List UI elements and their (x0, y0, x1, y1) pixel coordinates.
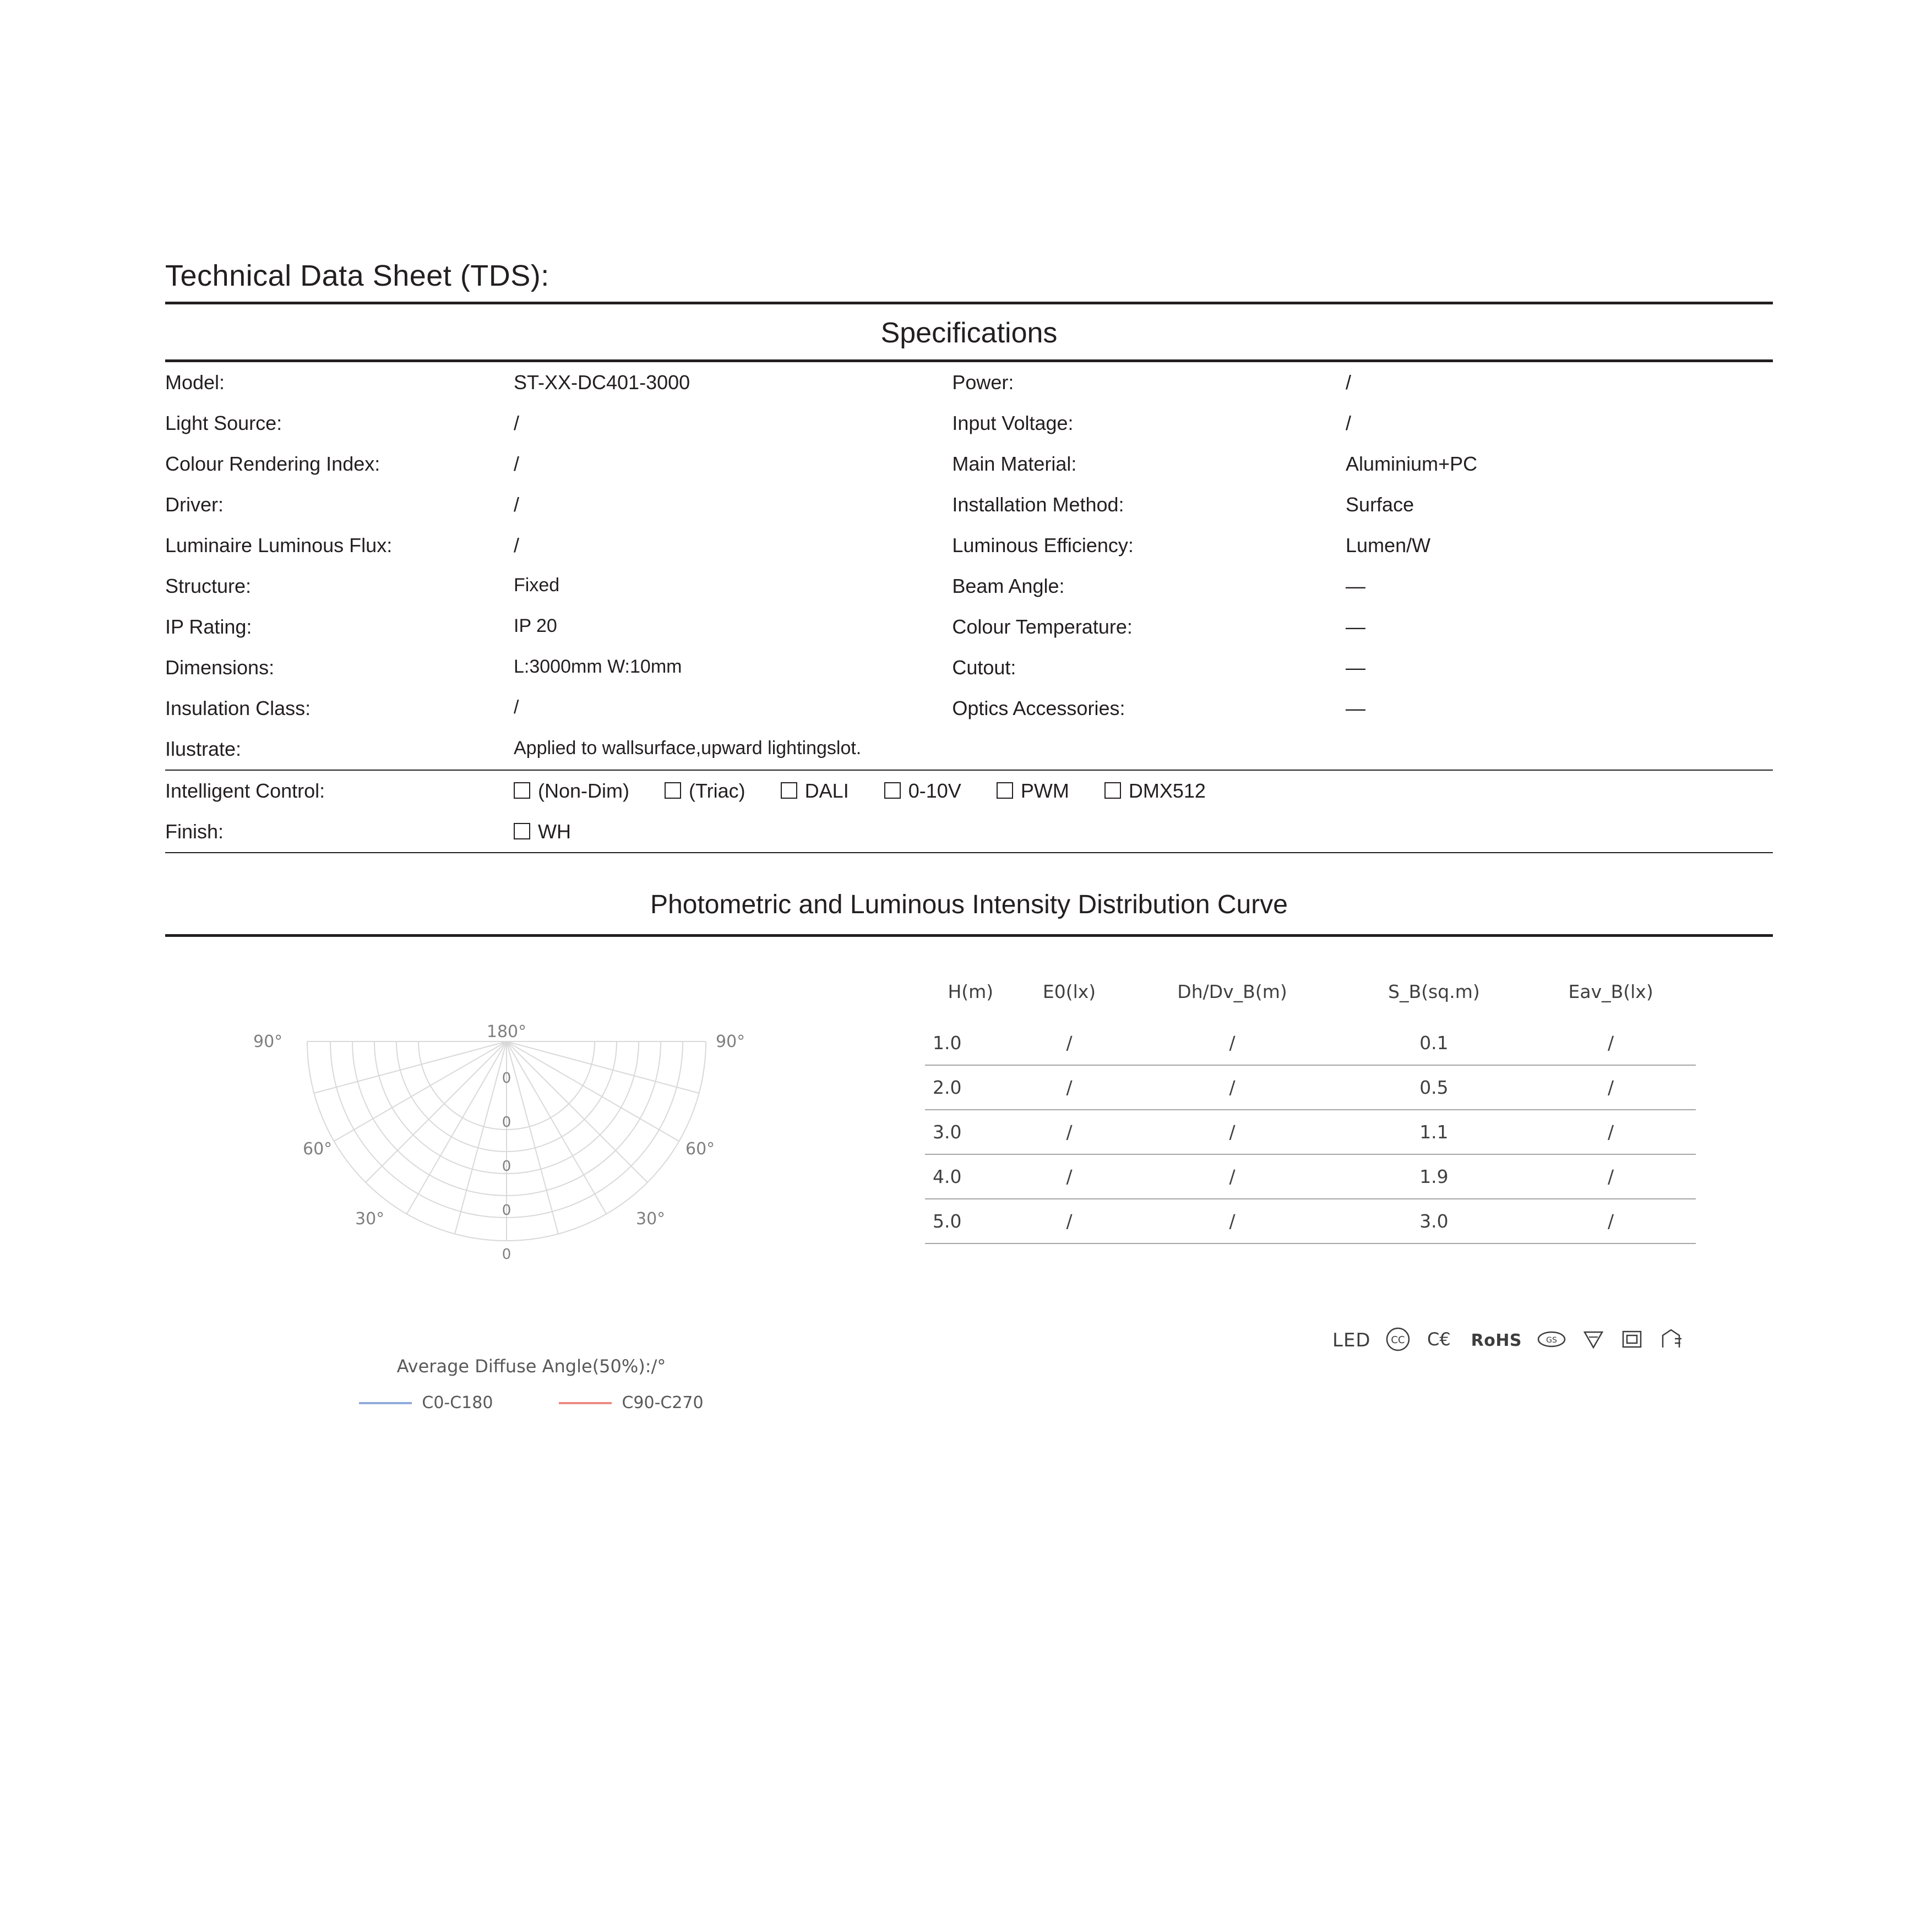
column-header-s-b: S_B(sq.m) (1388, 981, 1480, 1002)
cell-eavb: / (1526, 1021, 1696, 1065)
radial-tick-label: 0 (502, 1114, 511, 1131)
checkbox-dmx512[interactable] (1104, 779, 1206, 803)
intelligent-control-label: Intelligent Control: (165, 770, 514, 811)
angle-label-right-60: 60° (685, 1139, 715, 1159)
table-row (165, 688, 1773, 729)
checkbox-icon[interactable] (884, 782, 901, 799)
angle-label-right-30: 30° (636, 1209, 666, 1229)
cell-h: 1.0 (925, 1021, 1016, 1065)
checkbox-icon[interactable] (1104, 782, 1121, 799)
finish-row (165, 811, 1773, 852)
svg-text:CC: CC (1391, 1334, 1405, 1346)
spec-label: IP Rating: (165, 615, 252, 638)
spec-value: — (1346, 697, 1366, 719)
checkbox-icon[interactable] (514, 823, 530, 839)
table-row (925, 1021, 1696, 1065)
cell-sb: 0.5 (1342, 1065, 1526, 1110)
cell-h: 5.0 (925, 1199, 1016, 1243)
polar-diagram (165, 975, 897, 1412)
spec-label: Colour Temperature: (952, 615, 1133, 638)
legend-item-c90-c270 (559, 1393, 703, 1412)
cell-dhdv: / (1122, 1110, 1342, 1154)
spec-label: Input Voltage: (952, 412, 1074, 434)
cell-h: 2.0 (925, 1065, 1016, 1110)
svg-text:GS: GS (1546, 1336, 1557, 1345)
cell-eavb: / (1526, 1154, 1696, 1199)
checkbox-label: WH (538, 820, 571, 843)
spec-label: Driver: (165, 493, 224, 516)
angle-label-right-90: 90° (716, 1032, 745, 1051)
checkbox-icon[interactable] (665, 782, 681, 799)
checkbox-label: DMX512 (1128, 779, 1206, 802)
vde-icon (1581, 1327, 1606, 1354)
photometric-table (925, 981, 1696, 1244)
photometric-divider (165, 934, 1773, 937)
spec-label: Light Source: (165, 412, 282, 434)
cell-e0: / (1016, 1110, 1123, 1154)
checkbox-triac[interactable] (665, 779, 745, 803)
photometric-body (165, 975, 1773, 1412)
spec-label: Optics Accessories: (952, 697, 1125, 719)
spec-label: Installation Method: (952, 493, 1124, 516)
illustrate-value: Applied to wallsurface,upward lightingslot. (514, 738, 862, 759)
spec-value: / (514, 452, 520, 475)
checkbox-icon[interactable] (781, 782, 797, 799)
eac-icon (1536, 1327, 1567, 1354)
spec-label: Structure: (165, 575, 252, 597)
spec-value: / (514, 412, 520, 434)
table-row (165, 647, 1773, 688)
cell-sb: 3.0 (1342, 1199, 1526, 1243)
cell-dhdv: / (1122, 1021, 1342, 1065)
ce-icon (1425, 1327, 1457, 1354)
spec-label: Main Material: (952, 452, 1077, 475)
spec-value: IP 20 (514, 615, 557, 636)
cell-eavb: / (1526, 1110, 1696, 1154)
spec-label: Beam Angle: (952, 575, 1065, 597)
table-row (165, 403, 1773, 444)
cell-h: 4.0 (925, 1154, 1016, 1199)
spec-value: Fixed (514, 575, 560, 596)
checkbox-label: PWM (1020, 779, 1069, 802)
cell-eavb: / (1526, 1065, 1696, 1110)
polar-top-label: 180° (486, 1022, 527, 1041)
checkbox-label: DALI (804, 779, 849, 802)
spec-label: Cutout: (952, 656, 1016, 679)
spec-value: / (514, 697, 519, 718)
spec-value: / (1346, 371, 1352, 394)
spec-label: Insulation Class: (165, 697, 311, 719)
table-row (165, 362, 1773, 403)
finish-options (514, 811, 1773, 852)
checkbox-wh[interactable] (514, 820, 571, 843)
cell-sb: 0.1 (1342, 1021, 1526, 1065)
spec-label: Luminaire Luminous Flux: (165, 534, 393, 557)
spec-value: — (1346, 656, 1366, 679)
radial-tick-label: 0 (502, 1246, 511, 1263)
checkbox-0-10v[interactable] (884, 779, 961, 803)
specifications-heading: Specifications (880, 317, 1058, 349)
table-row (925, 1199, 1696, 1243)
legend-swatch-icon (559, 1402, 612, 1404)
table-row (925, 1154, 1696, 1199)
column-header-dh-dv: Dh/Dv_B(m) (1177, 981, 1287, 1002)
illustrate-label: Ilustrate: (165, 738, 242, 760)
specifications-table (165, 362, 1773, 852)
intelligent-control-options (514, 770, 1773, 811)
column-header-h: H(m) (948, 981, 994, 1002)
spec-label: Luminous Efficiency: (952, 534, 1134, 557)
spec-label: Model: (165, 371, 225, 394)
certification-marks (925, 1327, 1773, 1354)
checkbox-dali[interactable] (781, 779, 849, 803)
spec-value: L:3000mm W:10mm (514, 656, 682, 677)
illustrate-row (165, 729, 1773, 770)
table-row (925, 1110, 1696, 1154)
f-mark-icon (1658, 1327, 1684, 1354)
checkbox-label: (Triac) (689, 779, 745, 802)
cell-e0: / (1016, 1199, 1123, 1243)
checkbox-pwm[interactable] (997, 779, 1069, 803)
spec-label: Dimensions: (165, 656, 275, 679)
spec-label: Power: (952, 371, 1014, 394)
cell-e0: / (1016, 1065, 1123, 1110)
spec-value: / (514, 534, 520, 557)
radial-tick-label: 0 (502, 1158, 511, 1175)
cell-dhdv: / (1122, 1154, 1342, 1199)
spec-value: — (1346, 575, 1366, 597)
rohs-icon: RoHS (1471, 1330, 1522, 1350)
spec-value: / (1346, 412, 1352, 434)
legend-swatch-icon (359, 1402, 412, 1404)
table-row (165, 444, 1773, 484)
checkbox-label: 0-10V (908, 779, 961, 802)
column-header-eav-b: Eav_B(lx) (1568, 981, 1653, 1002)
checkbox-label: (Non-Dim) (538, 779, 629, 802)
table-row (165, 566, 1773, 607)
finish-label: Finish: (165, 820, 224, 843)
checkbox-non-dim[interactable] (514, 779, 629, 803)
legend-label: C0-C180 (422, 1393, 493, 1412)
cell-e0: / (1016, 1154, 1123, 1199)
table-row (165, 607, 1773, 647)
checkbox-icon[interactable] (997, 782, 1013, 799)
cell-dhdv: / (1122, 1065, 1342, 1110)
angle-label-left-60: 60° (303, 1139, 333, 1159)
angle-label-left-30: 30° (355, 1209, 385, 1229)
ccc-icon (1385, 1327, 1411, 1354)
table-row (165, 525, 1773, 566)
polar-caption: Average Diffuse Angle(50%):/° (396, 1356, 666, 1377)
cell-sb: 1.1 (1342, 1110, 1526, 1154)
polar-legend (165, 1393, 897, 1412)
tds-page (165, 259, 1773, 1412)
spec-value: Lumen/W (1346, 534, 1431, 557)
spec-value: — (1346, 615, 1366, 638)
legend-item-c0-c180 (359, 1393, 493, 1412)
cell-eavb: / (1526, 1199, 1696, 1243)
cell-dhdv: / (1122, 1199, 1342, 1243)
spec-label: Colour Rendering Index: (165, 452, 380, 475)
cell-h: 3.0 (925, 1110, 1016, 1154)
photometric-heading: Photometric and Luminous Intensity Distribution Curve (650, 890, 1288, 919)
page-title: Technical Data Sheet (TDS): (165, 259, 549, 292)
radial-tick-label: 0 (502, 1070, 511, 1087)
polar-chart-svg (165, 975, 760, 1350)
spec-value: Surface (1346, 493, 1414, 516)
led-label: LED (1332, 1329, 1371, 1351)
checkbox-icon[interactable] (514, 782, 530, 799)
cell-e0: / (1016, 1021, 1123, 1065)
photometric-table-wrap (897, 975, 1773, 1412)
legend-label: C90-C270 (622, 1393, 704, 1412)
spec-value: Aluminium+PC (1346, 452, 1478, 475)
spec-value: / (514, 493, 520, 516)
angle-label-left-90: 90° (253, 1032, 283, 1051)
cell-sb: 1.9 (1342, 1154, 1526, 1199)
column-header-e0: E0(lx) (1042, 981, 1096, 1002)
spec-value: ST-XX-DC401-3000 (514, 371, 690, 394)
table-row (925, 1065, 1696, 1110)
table-row (165, 484, 1773, 525)
class2-icon (1620, 1327, 1644, 1354)
radial-tick-label: 0 (502, 1202, 511, 1219)
svg-text:C€: C€ (1427, 1329, 1451, 1350)
table-header-row (925, 981, 1696, 1021)
intelligent-control-row (165, 770, 1773, 811)
